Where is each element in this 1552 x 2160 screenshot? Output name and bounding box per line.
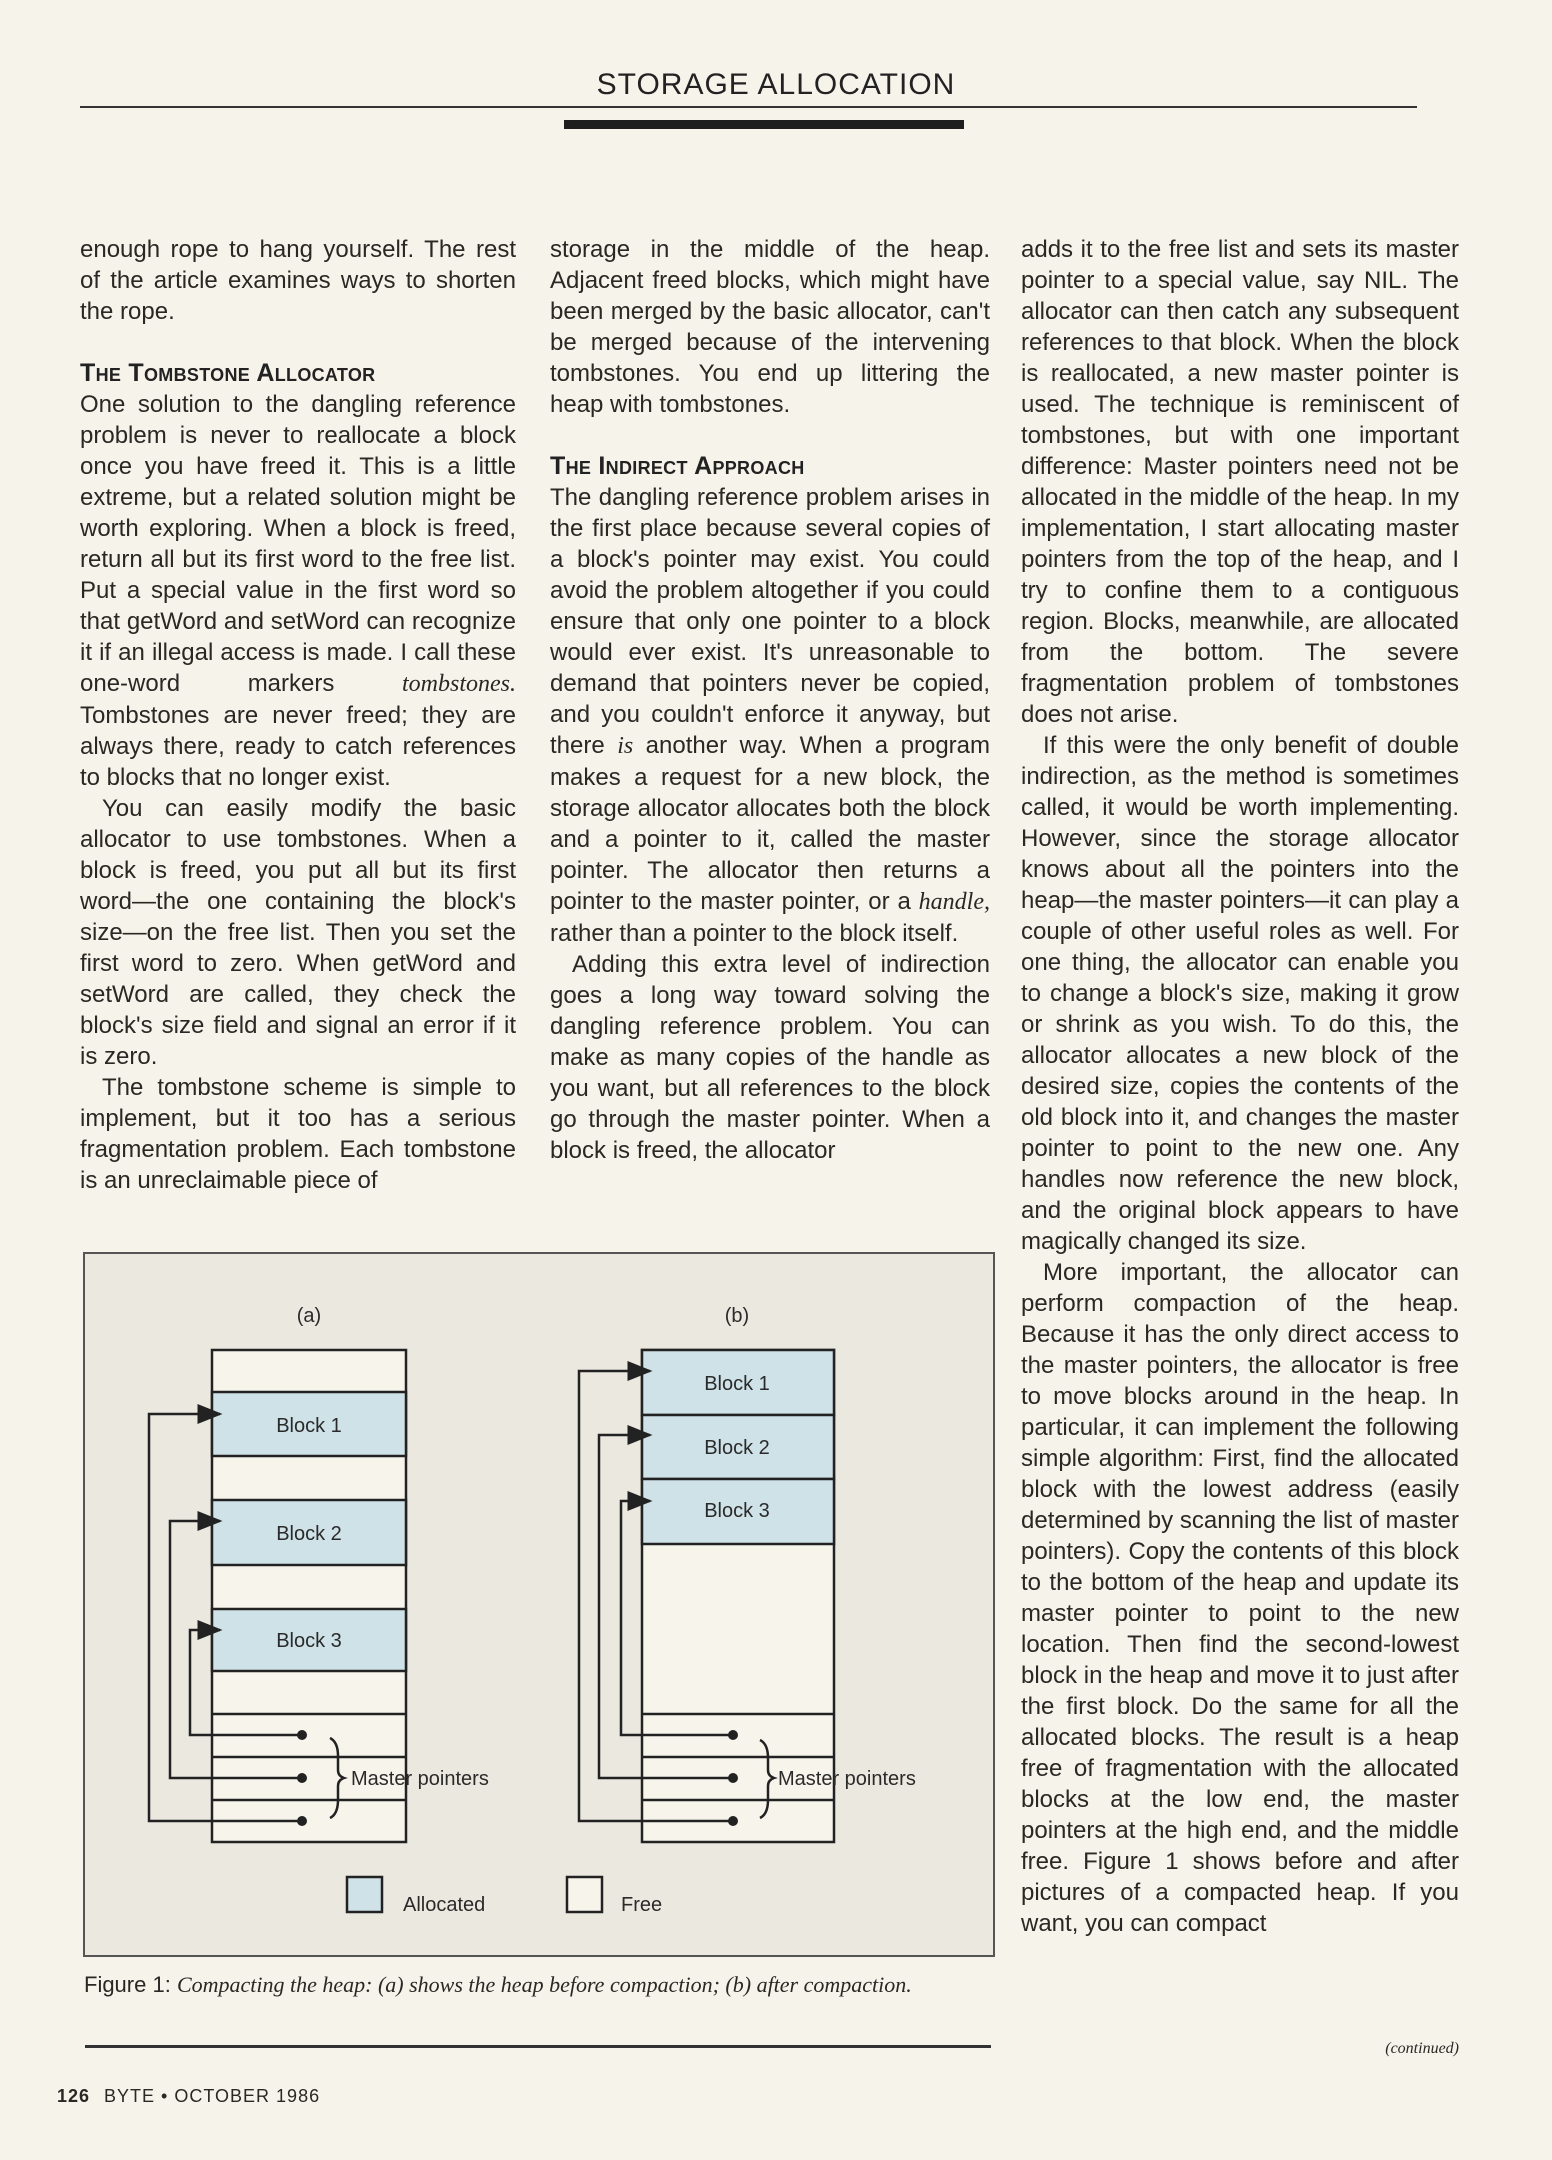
heap-a-block-3-label: Block 3 (276, 1630, 342, 1652)
text-run: One solution to the dangling reference problem is never to reallocate a block once you have freed it. This is a little extreme, but a related solution might be worth exploring. When a block is freed, return all but its first word to the free list. Put a special value in the first word so that getWord and setWord can recognize it if an illegal access is made. I call these one-word markers (80, 391, 516, 697)
heap-b-block-1-label: Block 1 (704, 1373, 770, 1395)
italic-text: handle, (918, 889, 990, 915)
text-column-3 (1021, 234, 1459, 1939)
page-number: 126 (57, 2086, 91, 2106)
text-column-1 (80, 234, 516, 1196)
heap-b-block-3-label: Block 3 (704, 1500, 770, 1522)
paragraph (80, 234, 516, 327)
text-column-2 (550, 234, 990, 1166)
header-bar (564, 120, 964, 129)
caption-text: Compacting the heap: (a) shows the heap before compaction; (b) after compaction. (176, 1972, 912, 1997)
panel-b (579, 1305, 916, 1842)
paragraph (80, 1072, 516, 1196)
section-heading (550, 451, 990, 482)
paragraph (550, 234, 990, 420)
section-heading (80, 358, 516, 389)
text-run: If this were the only benefit of double indirection, as the method is sometimes called, it would be worth implementing. However, since the storage allocator knows about all the pointers into the heap—the master pointers—it can play a couple of other useful roles as well. For one thing, the allocator can enable you to change a block's size, making it grow or shrink as you wish. To do this, the allocator allocates a new block of the desired size, copies the contents of the old block into it, and changes the master pointer to point to the new one. Any handles now reference the new block, and the original block appears to have magically changed its size. (1021, 732, 1459, 1255)
legend-allocated-swatch (347, 1877, 382, 1912)
panel-b-label: (b) (724, 1305, 750, 1327)
text-run: enough rope to hang yourself. The rest of the article examines ways to shorten the rope. (80, 236, 516, 325)
caption-label: Figure 1: (84, 1972, 171, 1997)
paragraph (550, 482, 990, 949)
caption-rule (85, 2045, 991, 2048)
master-pointers-label-b: Master pointers (778, 1768, 916, 1790)
text-run: Adding this extra level of indirection goes a long way toward solving the dangling reference problem. You can make as many copies of the handle as you want, but all references to the block go through the master pointer. When a block is freed, the allocator (550, 951, 990, 1164)
text-run: Tombstones are never freed; they are always there, ready to catch references to blocks that no longer exist. (80, 702, 516, 791)
paragraph (550, 949, 990, 1166)
paragraph (80, 389, 516, 793)
panel-a-label: (a) (296, 1305, 322, 1327)
paragraph (1021, 234, 1459, 730)
panel-a (149, 1305, 489, 1842)
heap-b-block-2-label: Block 2 (704, 1437, 770, 1459)
text-run: The dangling reference problem arises in the first place because several copies of a block's pointer may exist. You could avoid the problem altogether if you could ensure that only one pointer to a block would ever exist. It's unreasonable to demand that pointers never be copied, and you couldn't enforce it anyway, but there (550, 484, 990, 759)
text-run: rather than a pointer to the block itself. (550, 920, 959, 947)
legend-free-label: Free (621, 1894, 663, 1916)
text-run: The Indirect Approach (550, 452, 805, 480)
header-rule (80, 106, 1417, 108)
paragraph (80, 793, 516, 1072)
legend-free-swatch (567, 1877, 602, 1912)
master-pointers-label-a: Master pointers (351, 1768, 489, 1790)
page-footer (57, 2086, 320, 2107)
text-run: More important, the allocator can perform compaction of the heap. Because it has the only direct access to the master pointers, the allocator is free to move blocks around in the heap. In particular, it can implement the following simple algorithm: First, find the allocated block with the lowest address (easily determined by scanning the list of master pointers). Copy the contents of this block to the bottom of the heap and update its master pointer to point to the new location. Then find the second-lowest block in the heap and move it to just after the first block. Do the same for all the allocated blocks. The result is a heap free of fragmentation with the allocated blocks at the low end, the master pointers at the high end, and the middle free. Figure 1 shows before and after pictures of a compacted heap. If you want, you can compact (1021, 1259, 1459, 1937)
text-run: another way. When a program makes a request for a new block, the storage allocator allocates both the block and a pointer to it, called the master pointer. The allocator then returns a pointer to the master pointer, or a (550, 732, 990, 915)
text-run: The Tombstone Allocator (80, 359, 376, 387)
text-run: The tombstone scheme is simple to implement, but it too has a serious fragmentation problem. Each tombstone is an unreclaimable piece of (80, 1074, 516, 1194)
legend (347, 1877, 662, 1916)
figure-caption (84, 1970, 984, 2000)
magazine-issue: BYTE • OCTOBER 1986 (104, 2086, 321, 2106)
figure-1-heap-diagram (80, 1250, 1000, 1960)
legend-allocated-label: Allocated (403, 1894, 486, 1916)
text-run: adds it to the free list and sets its master pointer to a special value, say NIL. The allocator can then catch any subsequent references to that block. When the block is reallocated, a new master pointer is used. The technique is reminiscent of tombstones, but with one important difference: Master pointers need not be allocated in the middle of the heap. In my implementation, I start allocating master pointers from the top of the heap, and I try to confine them to a contiguous region. Blocks, meanwhile, are allocated from the bottom. The severe fragmentation problem of tombstones does not arise. (1021, 236, 1459, 728)
text-run: You can easily modify the basic allocator to use tombstones. When a block is freed, you put all but its first word—the one containing the block's size—on the free list. Then you set the first word to zero. When getWord and setWord are called, they check the block's size field and signal an error if it is zero. (80, 795, 516, 1070)
continued-note: (continued) (1385, 2040, 1459, 2057)
italic-text: is (617, 733, 634, 759)
italic-text: tombstones. (402, 671, 516, 697)
running-head: STORAGE ALLOCATION (596, 68, 956, 101)
paragraph (1021, 1257, 1459, 1939)
heap-a-block-2-label: Block 2 (276, 1523, 342, 1545)
text-run: storage in the middle of the heap. Adjacent freed blocks, which might have been merged by the basic allocator, can't be merged because of the intervening tombstones. You end up littering the heap with tombstones. (550, 236, 990, 418)
paragraph (1021, 730, 1459, 1257)
heap-a-block-1-label: Block 1 (276, 1415, 342, 1437)
